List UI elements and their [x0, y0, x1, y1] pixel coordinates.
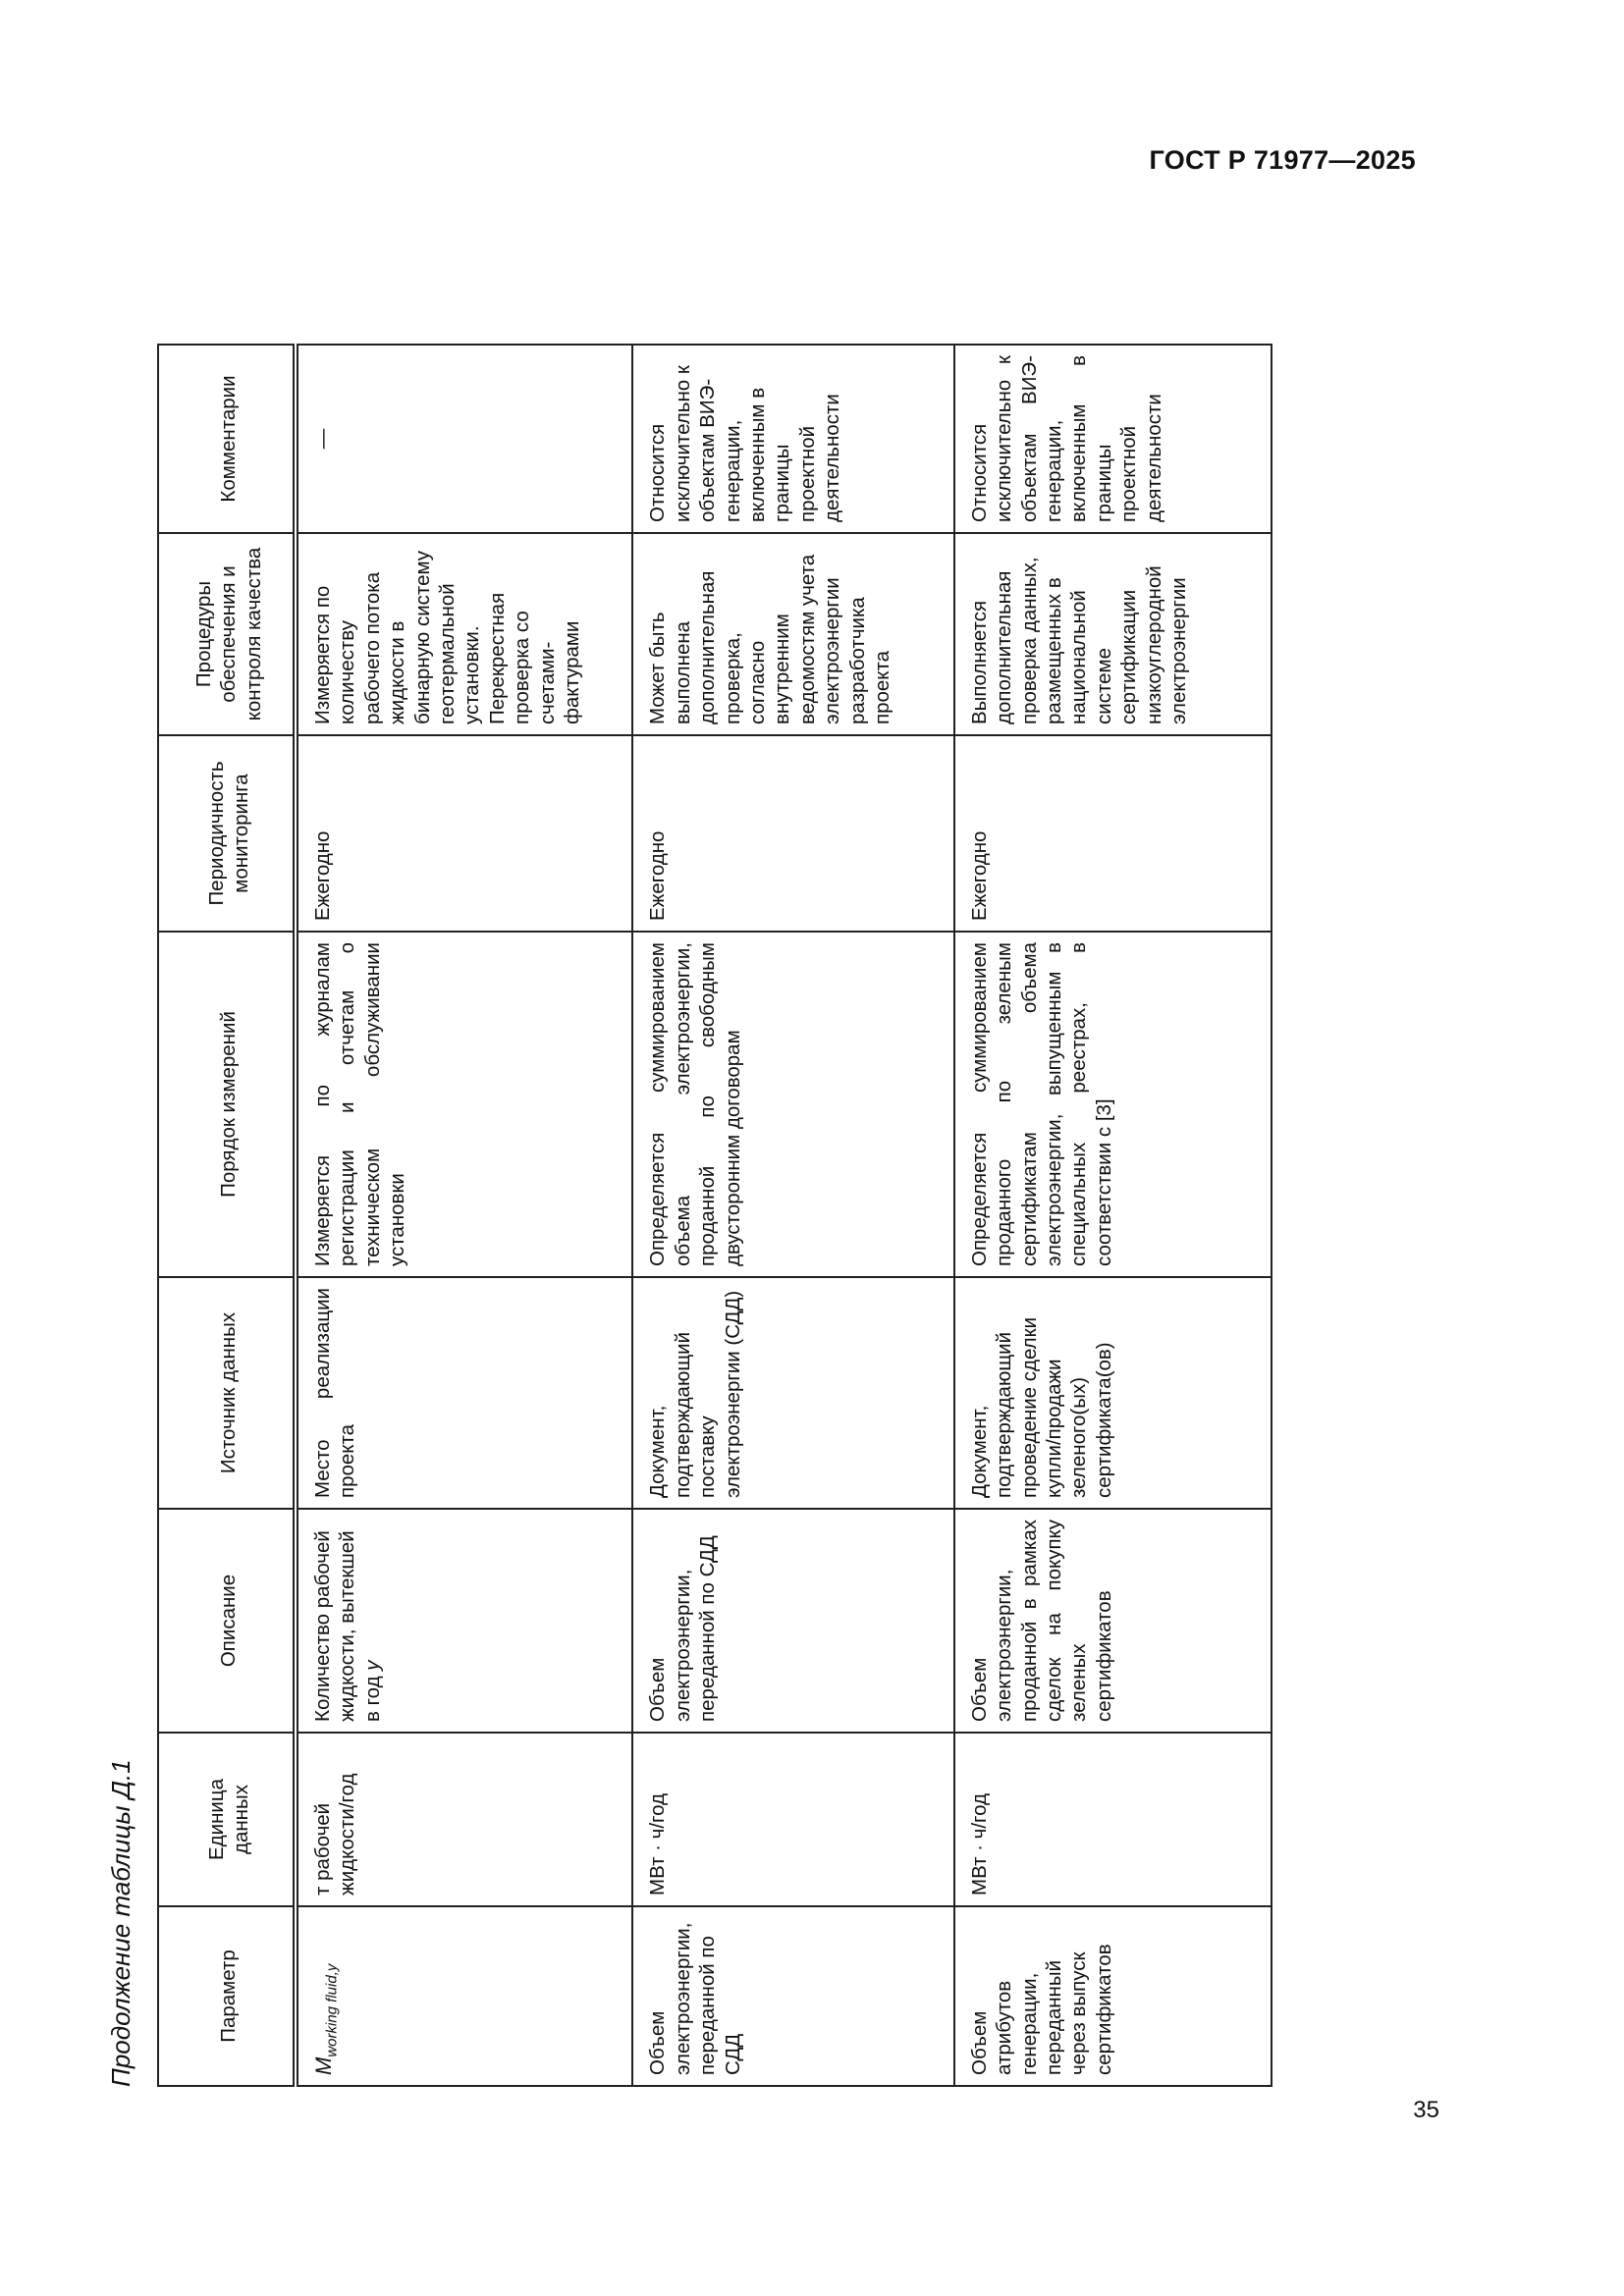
column-header: Описание	[158, 1509, 296, 1733]
column-header: Периодичность мониторинга	[158, 735, 296, 932]
cell-source: Документ, подтверждающий поставку электроэнергии (СДД)	[632, 1277, 953, 1509]
cell-frequency: Ежегодно	[632, 735, 953, 932]
cell-parameter	[296, 1906, 632, 2086]
rotated-table-block	[106, 219, 1229, 2087]
cell-unit: МВт · ч/год	[954, 1733, 1272, 1906]
table-caption: Продолжение таблицы Д.1	[106, 1759, 135, 2087]
column-header: Комментарии	[158, 345, 296, 533]
cell-comment: Относится исключительно к объектам ВИЭ-генерации, включенным в границы проектной деятельности	[954, 345, 1272, 533]
table-row	[296, 345, 632, 2086]
data-table	[157, 344, 1272, 2087]
cell-measurement: Измеряется по журналам регистрации и отчетам о техническом обслуживании установки	[296, 932, 632, 1277]
cell-qa: Измеряется по количеству рабочего потока жидкости в бинарную систему геотермальной установки. Перекрестная проверка со счетами-фактурами	[296, 533, 632, 735]
cell-comment: Относится исключительно к объектам ВИЭ-генерации, включенным в границы проектной деятельности	[632, 345, 953, 533]
cell-description: Количество рабочей жидкости, вытекшей в год y	[296, 1509, 632, 1733]
cell-qa: Выполняется дополнительная проверка данных, размещенных в национальной системе сертификации низкоуглеродной электроэнергии	[954, 533, 1272, 735]
document-code: ГОСТ Р 71977—2025	[1149, 145, 1416, 175]
cell-measurement: Определяется суммированием объема электроэнергии, проданной по свободным двусторонним договорам	[632, 932, 953, 1277]
cell-unit: т рабочей жидкости/год	[296, 1733, 632, 1906]
column-header: Порядок измерений	[158, 932, 296, 1277]
page-number: 35	[1413, 2097, 1439, 2123]
table-header-row	[158, 345, 296, 2086]
cell-parameter: Объем атрибутов генерации, переданный через выпуск сертификатов	[954, 1906, 1272, 2086]
cell-qa: Может быть выполнена дополнительная проверка, согласно внутренним ведомостям учета электроэнергии разработчика проекта	[632, 533, 953, 735]
cell-source: Место реализации проекта	[296, 1277, 632, 1509]
cell-parameter: Объем электроэнергии, переданной по СДД	[632, 1906, 953, 2086]
cell-frequency: Ежегодно	[296, 735, 632, 932]
table-row	[954, 345, 1272, 2086]
table-row	[632, 345, 953, 2086]
cell-frequency: Ежегодно	[954, 735, 1272, 932]
cell-description: Объем электроэнергии, проданной в рамках сделок на покупку зеленых сертификатов	[954, 1509, 1272, 1733]
cell-comment: —	[296, 345, 632, 533]
cell-source: Документ, подтверждающий проведение сделки купли/продажи зеленого(ых) сертификата(ов)	[954, 1277, 1272, 1509]
cell-unit: МВт · ч/год	[632, 1733, 953, 1906]
column-header: Процедуры обеспечения и контроля качества	[158, 533, 296, 735]
cell-measurement: Определяется суммированием проданного по зеленым сертификатам объема электроэнергии, выпущенным в специальных реестрах, в соответствии с [3]	[954, 932, 1272, 1277]
parameter-symbol: $M_{working fluid,y}$	[311, 1963, 341, 2075]
column-header: Источник данных	[158, 1277, 296, 1509]
column-header: Параметр	[158, 1906, 296, 2086]
cell-description: Объем электроэнергии, переданной по СДД	[632, 1509, 953, 1733]
column-header: Единица данных	[158, 1733, 296, 1906]
